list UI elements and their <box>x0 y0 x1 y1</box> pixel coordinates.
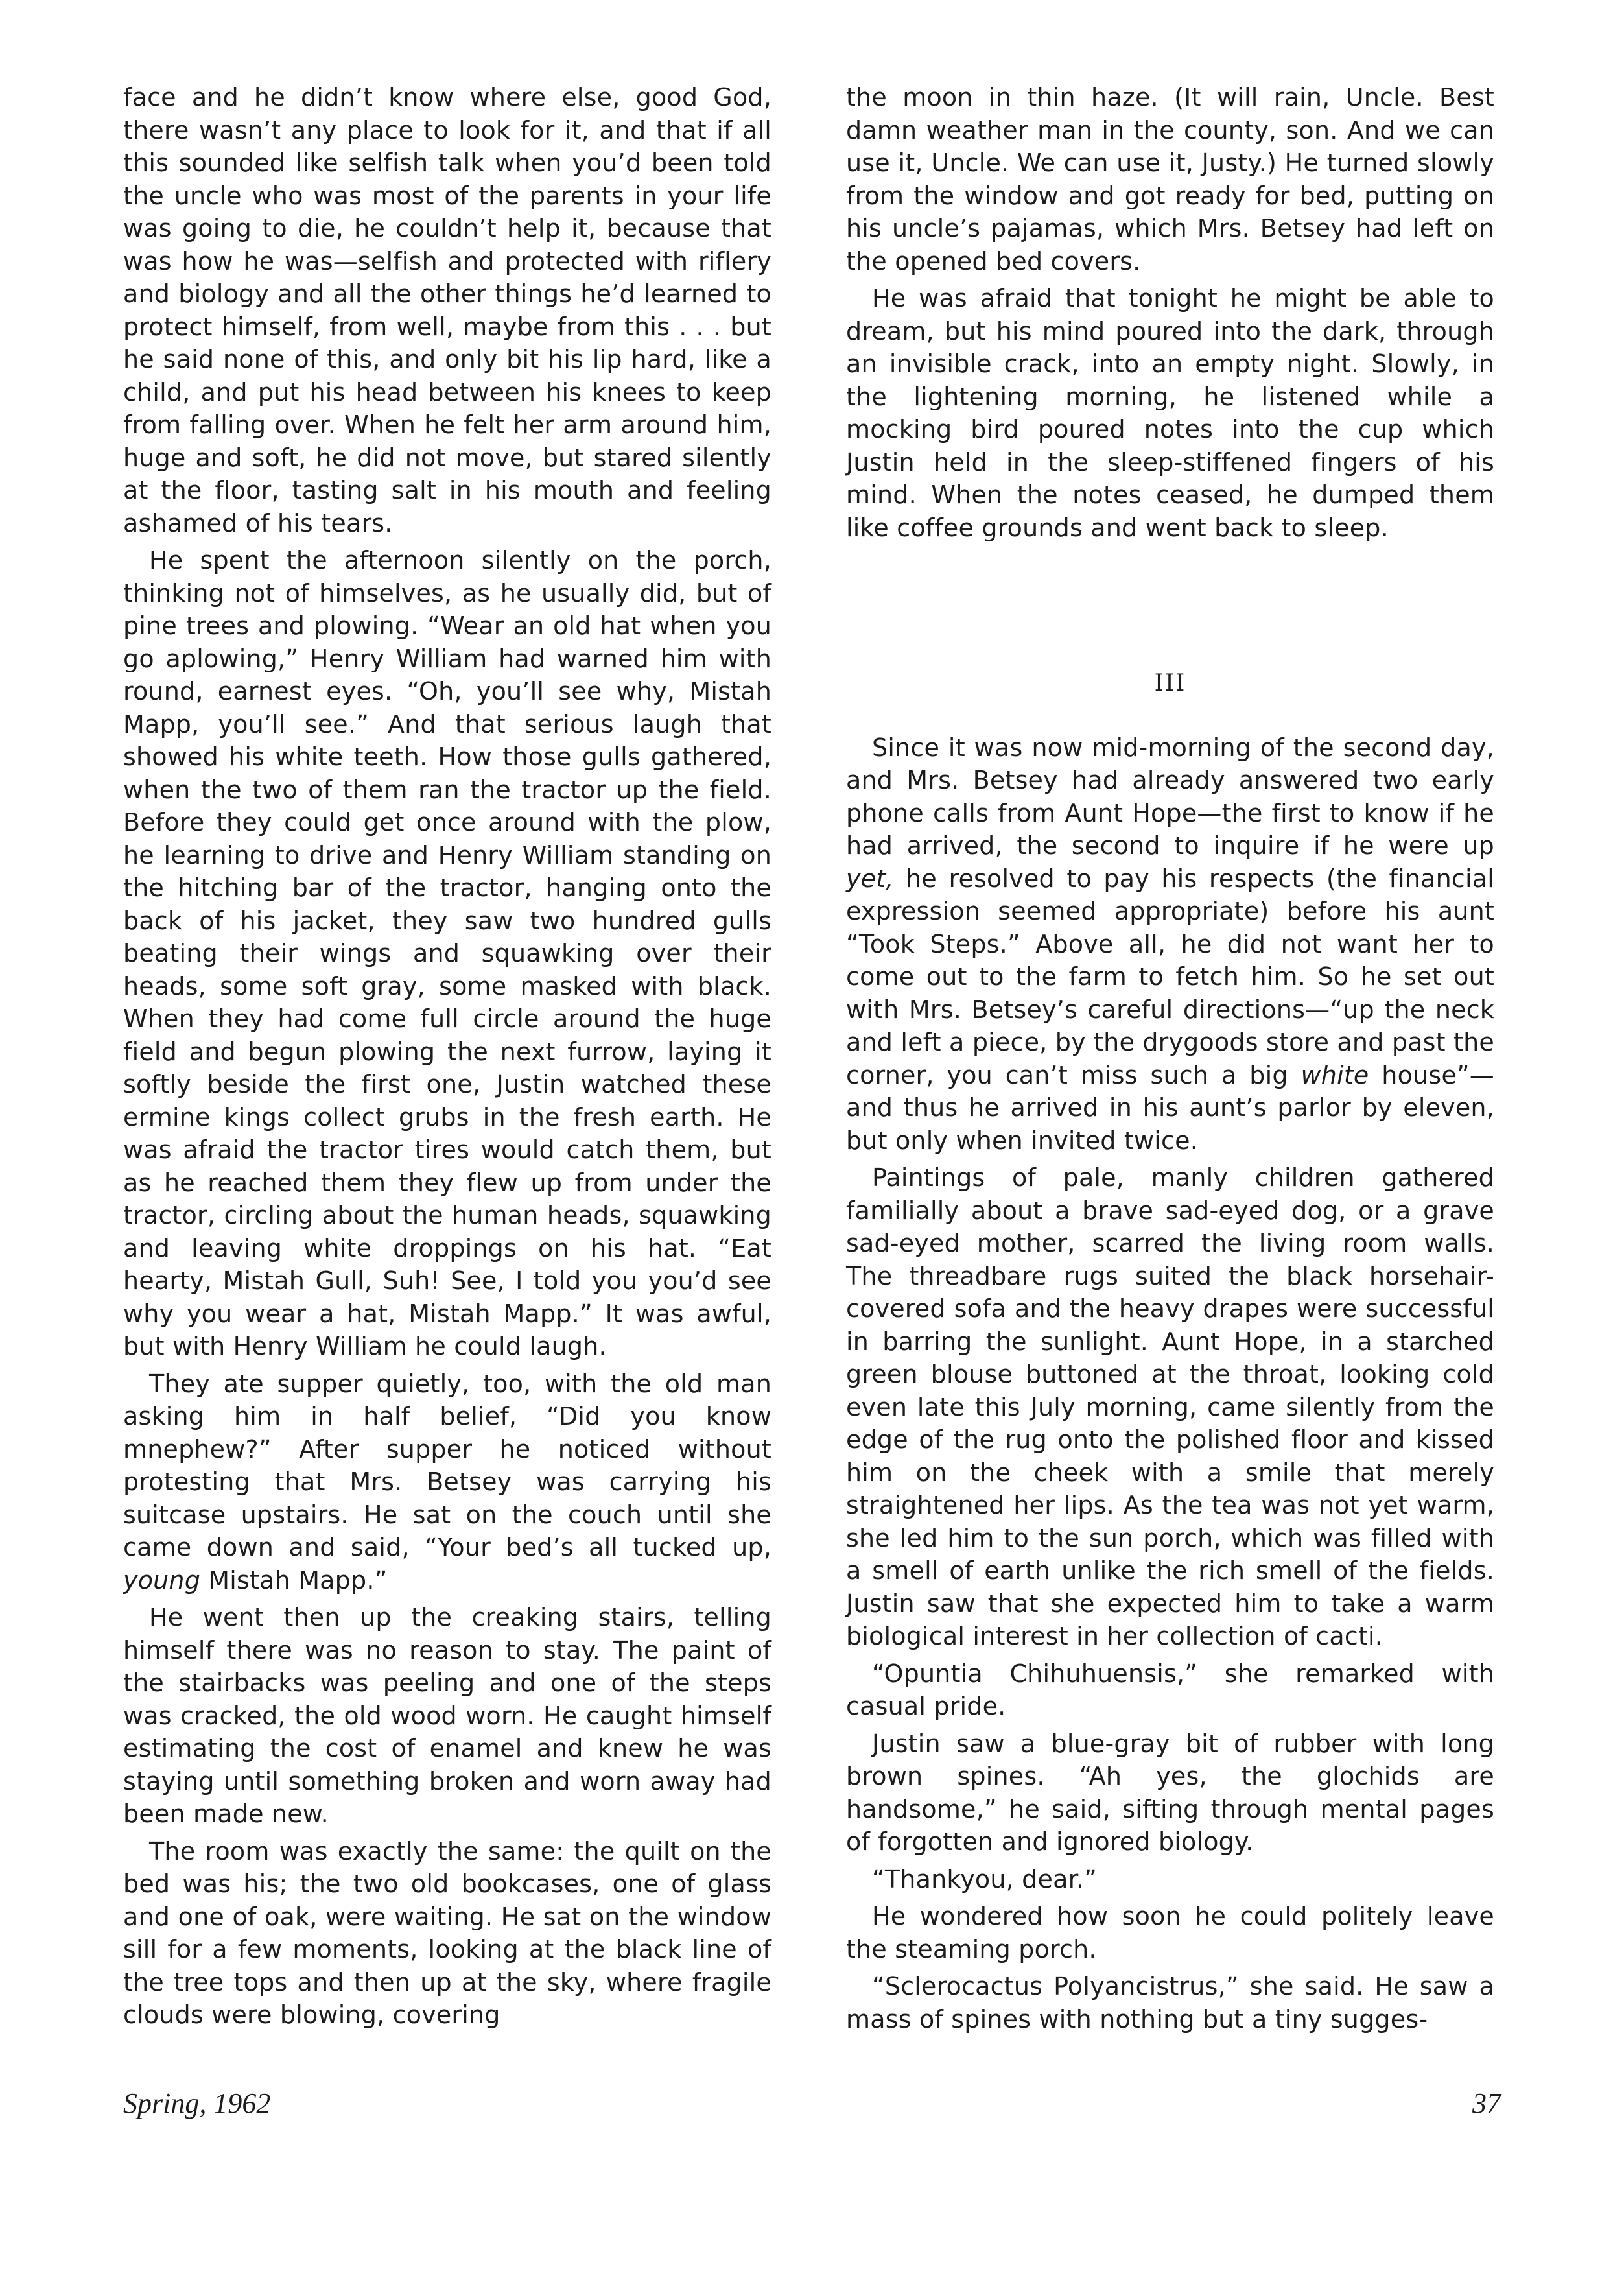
paragraph <box>846 1657 1494 1723</box>
paragraph <box>123 544 771 1363</box>
paragraph-text: He went then up the creaking stairs, telling himself there was no reason to stay. The paint of the stairbacks was peeling and one of the steps was cracked, the old wood worn. He caught himself estimating the cost of enamel and knew he was staying until something broken and worn away had been made new. <box>123 1603 771 1828</box>
right-column <box>846 81 1494 2040</box>
paragraph-text: “Thankyou, dear.” <box>872 1864 1098 1894</box>
page-number: 37 <box>1472 2087 1501 2119</box>
paragraph <box>123 1368 771 1597</box>
paragraph <box>846 1900 1494 1965</box>
paragraph-text: “Opuntia Chihuhuensis,” she remarked with casual pride. <box>846 1659 1494 1720</box>
paragraph-text: he resolved to pay his respects (the financial expression seemed appropriate) before his aunt “Took Steps.” Above all, he did not want her to come out to the farm to fetch him. So he set out with Mrs. Betsey’s careful directions—“up the neck and left a piece, by the drygoods store and past the corner, you can’t miss such a big <box>846 864 1494 1089</box>
paragraph-text: Paintings of pale, manly children gathered familially about a brave sad-eyed dog, or a grave sad-eyed mother, scarred the living room walls. The threadbare rugs suited the black horsehair-covered sofa and the heavy drapes were successful in barring the sunlight. Aunt Hope, in a starched green blouse buttoned at the throat, looking cold even late this July morning, came silently from the edge of the rug onto the polished floor and kissed him on the cheek with a smile that merely straightened her lips. As the tea was not yet warm, she led him to the sun porch, which was filled with a smell of earth unlike the rich smell of the fields. Justin saw that she expected him to take a warm biological interest in her collection of cacti. <box>846 1163 1494 1650</box>
paragraph <box>123 81 771 540</box>
paragraph-text: the moon in thin haze. (It will rain, Uncle. Best damn weather man in the county, son. And we can use it, Uncle. We can use it, Justy.) He turned slowly from the window and got ready for bed, putting on his uncle’s pajamas, which Mrs. Betsey had left on the opened bed covers. <box>846 83 1494 276</box>
paragraph <box>123 1601 771 1831</box>
paragraph <box>846 1728 1494 1858</box>
paragraph-text: They ate supper quietly, too, with the old man asking him in half belief, “Did you know mnephew?” After supper he noticed without protesting that Mrs. Betsey was carrying his suitcase upstairs. He sat on the couch until she came down and said, “Your bed’s all tucked up, <box>123 1369 771 1562</box>
paragraph <box>846 282 1494 544</box>
paragraph-text: The room was exactly the same: the quilt on the bed was his; the two old bookcases, one of glass and one of oak, were waiting. He sat on the window sill for a few moments, looking at the black line of the tree tops and then up at the sky, where fragile clouds were blowing, covering <box>123 1836 771 2029</box>
paragraph <box>846 731 1494 1158</box>
paragraph <box>846 1161 1494 1653</box>
paragraph-text: He was afraid that tonight he might be able to dream, but his mind poured into the dark, through an invisible crack, into an empty night. Slowly, in the lightening morning, he listened while a mocking bird poured notes into the cup which Justin held in the sleep-stiffened fingers of his mind. When the notes ceased, he dumped them like coffee grounds and went back to sleep. <box>846 284 1494 542</box>
paragraph-text: Justin saw a blue-gray bit of rubber with long brown spines. “Ah yes, the glochids are handsome,” he said, sifting through mental pages of forgotten and ignored biology. <box>846 1729 1494 1856</box>
paragraph <box>846 1970 1494 2036</box>
paragraph-text: “Sclerocactus Polyancistrus,” she said. He saw a mass of spines with nothing but a tiny sugges- <box>846 1972 1494 2034</box>
paragraph-text: house”—and thus he arrived in his aunt’s parlor by eleven, but only when invited twice. <box>846 1060 1494 1155</box>
paragraph-text: He spent the afternoon silently on the porch, thinking not of himselves, as he usually did, but of pine trees and plowing. “Wear an old hat when you go aplowing,” Henry William had warned him with round, earnest eyes. “Oh, you’ll see why, Mistah Mapp, you’ll see.” And that serious laugh that showed his white teeth. How those gulls gathered, when the two of them ran the tractor up the field. Before they could get once around with the plow, he learning to drive and Henry William standing on the hitching bar of the tractor, hanging onto the back of his jacket, they saw two hundred gulls beating their wings and squawking over their heads, some soft gray, some masked with black. When they had come full circle around the huge field and begun plowing the next furrow, laying it softly beside the first one, Justin watched these ermine kings collect grubs in the fresh earth. He was afraid the tractor tires would catch them, but as he reached them they flew up from under the tractor, circling about the human heads, squawking and leaving white droppings on his hat. “Eat hearty, Mistah Gull, Suh! See, I told you you’d see why you wear a hat, Mistah Mapp.” It was awful, but with Henry William he could laugh. <box>123 546 771 1360</box>
issue-date: Spring, 1962 <box>123 2087 271 2119</box>
paragraph-italic-text: white <box>1300 1060 1369 1089</box>
paragraph-text: Since it was now mid-morning of the second day, and Mrs. Betsey had already answered two early phone calls from Aunt Hope—the first to know if he had arrived, the second to inquire if he were up <box>846 733 1494 860</box>
paragraph <box>846 81 1494 278</box>
left-column <box>123 81 771 2036</box>
paragraph <box>123 1835 771 2032</box>
paragraph <box>846 1863 1494 1896</box>
paragraph-text: He wondered how soon he could politely leave the steaming porch. <box>846 1902 1494 1964</box>
paragraph-italic-text: young <box>123 1565 201 1595</box>
section-number: III <box>1154 670 1186 696</box>
paragraph-text: face and he didn’t know where else, good God, there wasn’t any place to look for it, and that if all this sounded like selfish talk when you’d been told the uncle who was most of the parents in your life was going to die, he couldn’t help it, because that was how he was—selfish and protected with riflery and biology and all the other things he’d learned to protect himself, from well, maybe from this . . . but he said none of this, and only bit his lip hard, like a child, and put his head between his knees to keep from falling over. When he felt her arm around him, huge and soft, he did not move, but stared silently at the floor, tasting salt in his mouth and feeling ashamed of his tears. <box>123 83 771 538</box>
paragraph-text: Mistah Mapp.” <box>200 1565 388 1595</box>
paragraph-italic-text: yet, <box>846 864 894 893</box>
